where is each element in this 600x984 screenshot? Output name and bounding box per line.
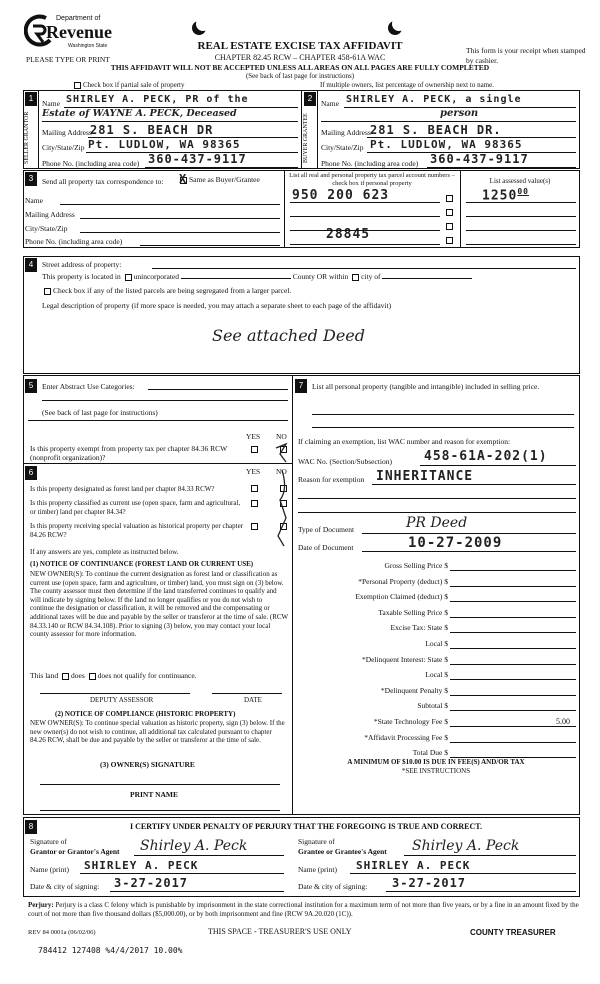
personal-checkbox-3[interactable]	[446, 223, 453, 230]
tax-row-field-line	[450, 664, 576, 665]
tax-row-label: Total Due $	[412, 748, 448, 758]
segregated	[42, 286, 291, 295]
forest-question: Is this property designated as forest land per chapter 84.33 RCW?	[30, 485, 215, 493]
grantee-date[interactable]: 3-27-2017	[392, 876, 467, 890]
send-correspondence-label: Send all property tax correspondence to:	[42, 177, 164, 186]
same-as-buyer-mark: X	[179, 171, 188, 186]
reason-label: Reason for exemption	[298, 475, 365, 484]
grantee-city[interactable]: Pt. LUDLOW, WA 98365	[370, 138, 523, 151]
grantor-mailing-label: Mailing Address	[42, 128, 92, 137]
if-yes-note: If any answers are yes, complete as instructed below.	[30, 548, 179, 556]
wac-label: WAC No. (Section/Subsection)	[298, 457, 392, 466]
form-see-back: (See back of last page for instructions)	[245, 72, 355, 80]
revenue-logo	[24, 14, 114, 50]
city-checkbox[interactable]	[352, 274, 359, 281]
deputy-date-label: DATE	[244, 696, 262, 704]
segregated-checkbox[interactable]	[44, 288, 51, 295]
treasurer-space: THIS SPACE - TREASURER'S USE ONLY	[208, 927, 352, 936]
moon-left-icon	[196, 17, 210, 31]
historic-yes-checkbox[interactable]	[251, 523, 258, 530]
corr-mailing-label: Mailing Address	[25, 210, 75, 219]
grantee-sig-label: Signature of	[298, 837, 335, 846]
qualify-label: qualify for continuance.	[124, 671, 197, 680]
abstract-label: Enter Abstract Use Categories:	[42, 382, 135, 391]
sec6-yes-header: YES	[246, 467, 261, 476]
assessed-header: List assessed value(s)	[489, 177, 551, 185]
section-8-number: 8	[25, 820, 37, 834]
minimum-due: A MINIMUM OF $10.00 IS DUE IN FEE(S) AND/OR TAX	[347, 758, 525, 766]
print-name-label: PRINT NAME	[130, 790, 178, 799]
grantee-date-label: Date & city of signing:	[298, 882, 368, 891]
certify-statement: I CERTIFY UNDER PENALTY OF PERJURY THAT THE FOREGOING IS TRUE AND CORRECT.	[130, 822, 483, 831]
grantor-city-label: City/State/Zip	[42, 143, 85, 152]
grantee-phone[interactable]: 360-437-9117	[430, 152, 529, 166]
same-as-buyer-checkbox[interactable]	[179, 171, 188, 186]
grantee-name-2[interactable]: person	[440, 108, 479, 119]
tax-row-field-line	[450, 601, 576, 602]
tax-row-label: Local $	[425, 670, 448, 680]
tax-row-label: *Affidavit Processing Fee $	[364, 732, 448, 742]
grantor-signature[interactable]: Shirley A. Peck	[140, 838, 248, 854]
tax-row-field-line	[450, 742, 576, 743]
does-label: does	[71, 671, 85, 680]
unincorporated-checkbox[interactable]	[125, 274, 132, 281]
does-not-checkbox[interactable]	[89, 673, 96, 680]
grantee-mailing-label: Mailing Address	[321, 128, 371, 137]
buyer-grantee-label: BUYER GRANTEE	[303, 113, 309, 163]
exempt-yes-header: YES	[246, 432, 261, 441]
tax-row-label: Gross Selling Price $	[384, 561, 448, 570]
grantor-name-1[interactable]: SHIRLEY A. PECK, PR of the	[66, 94, 249, 105]
grantee-sig-label-2: Grantee or Grantee's Agent	[298, 847, 387, 856]
this-land	[30, 671, 197, 680]
section-5-number: 5	[25, 379, 37, 393]
exemption-label: If claiming an exemption, list WAC number and reason for exemption:	[298, 437, 511, 446]
grantor-name-label: Name	[42, 99, 60, 108]
form-warning: THIS AFFIDAVIT WILL NOT BE ACCEPTED UNLESS ALL AREAS ON ALL PAGES ARE FULLY COMPLETED	[110, 63, 490, 72]
section-1-number: 1	[25, 92, 37, 106]
abstract-see-back: (See back of last page for instructions)	[42, 408, 158, 417]
personal-checkbox-1[interactable]	[446, 195, 453, 202]
same-as-buyer	[178, 171, 260, 186]
grantor-sig-label-2: Grantor or Grantor's Agent	[30, 847, 120, 856]
tax-row-field-line	[450, 570, 576, 571]
grantee-print-label: Name (print)	[298, 865, 337, 874]
notice1-title: (1) NOTICE OF CONTINUANCE (FOREST LAND OR CURRENT USE)	[30, 560, 254, 568]
form-chapter: CHAPTER 82.45 RCW – CHAPTER 458-61A WAC	[214, 53, 386, 62]
exempt-yes-checkbox[interactable]	[251, 446, 258, 453]
same-as-buyer-label: Same as Buyer/Grantee	[189, 175, 260, 184]
grantor-print-name[interactable]: SHIRLEY A. PECK	[84, 859, 199, 872]
grantor-date-label: Date & city of signing:	[30, 882, 100, 891]
notice2-body: NEW OWNER(S): To continue special valuation as historic property, sign (3) below. If the new owner(s) do not wish to continue, all additional tax calculated pursuant to chapter 84.26 RCW, shall be due and payable by the seller or transferor at the time of sale.	[30, 719, 285, 745]
tax-row-field-line	[450, 710, 576, 711]
grantee-phone-label: Phone No. (including area code)	[321, 159, 419, 168]
section-4-number: 4	[25, 258, 37, 272]
parcel-header: List all real and personal property tax parcel account numbers – check box if personal property	[289, 172, 455, 187]
forest-yes-checkbox[interactable]	[251, 485, 258, 492]
tax-row-label: Taxable Selling Price $	[378, 607, 448, 617]
tax-row-label: *Delinquent Interest: State $	[361, 654, 448, 664]
tax-row-field-line	[450, 632, 576, 633]
no-answer-scribble	[272, 440, 292, 550]
corr-city-label: City/State/Zip	[25, 224, 68, 233]
type-value[interactable]: PR Deed	[406, 515, 468, 531]
county-label: County OR within	[292, 272, 349, 281]
historic-question: Is this property receiving special valuation as historical property per chapter 84.26 RCW?	[30, 522, 244, 539]
partial-sale-checkbox[interactable]	[74, 82, 81, 89]
tax-row-field-line	[450, 586, 576, 587]
tax-row-label: *State Technology Fee $	[373, 717, 448, 726]
section-2-number: 2	[304, 92, 316, 106]
exempt-question: Is this property exempt from property tax per chapter 84.36 RCW (nonprofit organization)?	[30, 444, 228, 462]
notice2-title: (2) NOTICE OF COMPLIANCE (HISTORIC PROPERTY)	[55, 710, 236, 718]
logo-state: Washington State	[68, 43, 108, 49]
grantor-phone[interactable]: 360-437-9117	[148, 152, 247, 166]
tax-row-field-line	[450, 695, 576, 696]
grantee-mailing[interactable]: 281 S. BEACH DR.	[370, 123, 502, 137]
personal-checkbox-4[interactable]	[446, 237, 453, 244]
tax-row-label: Local $	[425, 639, 448, 648]
tax-row-field-line	[450, 617, 576, 618]
grantee-signature[interactable]: Shirley A. Peck	[412, 838, 520, 854]
does-not-label: does not	[97, 671, 123, 680]
logo-dept: Department of	[56, 15, 101, 22]
grantee-print-name[interactable]: SHIRLEY A. PECK	[356, 859, 471, 872]
tax-row-label: Subtotal $	[417, 701, 448, 711]
owner-signature-label: (3) OWNER(S) SIGNATURE	[100, 760, 195, 769]
tax-row-field-line	[450, 648, 576, 649]
section-6-number: 6	[25, 466, 37, 480]
grantor-name-2[interactable]: Estate of WAYNE A. PECK, Deceased	[42, 108, 237, 119]
logo-revenue: Revenue	[46, 22, 112, 42]
grantor-mailing[interactable]: 281 S. BEACH DR	[90, 123, 214, 137]
perjury-text: Perjury is a class C felony which is punishable by imprisonment in the state correctional institution for a maximum term of not more than five years, or by a fine in an amount fixed by the court of not more than five thousand dollars ($5,000.00), or by both imprisonment and fine (RCW 9A.20.020 (1C)).	[28, 901, 579, 918]
does-checkbox[interactable]	[62, 673, 69, 680]
this-land-label: This land	[30, 671, 59, 680]
assessed-1[interactable]	[482, 187, 529, 203]
tax-row-field-line	[450, 679, 576, 680]
grantor-city[interactable]: Pt. LUDLOW, WA 98365	[88, 138, 241, 151]
grantor-phone-label: Phone No. (including area code)	[42, 159, 140, 168]
grantee-name-label: Name	[321, 99, 339, 108]
partial-sale	[72, 81, 184, 89]
property-location	[42, 272, 472, 281]
corr-phone-label: Phone No. (including area code)	[25, 237, 123, 246]
unincorporated-label: unincorporated	[133, 272, 180, 281]
partial-sale-label: Check box if partial sale of property	[83, 81, 185, 89]
grantor-sig-label: Signature of	[30, 837, 67, 846]
see-instructions: *SEE INSTRUCTIONS	[401, 767, 471, 775]
segregated-label: Check box if any of the listed parcels are being segregated from a larger parcel.	[53, 286, 292, 295]
deputy-assessor-label: DEPUTY ASSESSOR	[90, 696, 154, 704]
perjury-bold: Perjury:	[28, 901, 54, 909]
rev-number: REV 84 0001a (06/02/06)	[28, 929, 96, 936]
grantor-date[interactable]: 3-27-2017	[114, 876, 189, 890]
type-or-print: PLEASE TYPE OR PRINT	[26, 55, 110, 64]
grantor-print-label: Name (print)	[30, 865, 69, 874]
reason-value[interactable]: INHERITANCE	[376, 469, 474, 484]
tax-row-label: *Personal Property (deduct) $	[358, 576, 448, 586]
city-of-label: city of	[361, 272, 381, 281]
personal-checkbox-2[interactable]	[446, 209, 453, 216]
assessed-1-value: 1250	[482, 188, 518, 204]
multiple-owners-note: If multiple owners, list percentage of ownership next to name.	[320, 81, 494, 89]
section-3-number: 3	[25, 172, 37, 186]
current-use-question: Is this property classified as current use (open space, farm and agricultural, or timber) land per chapter 84.34?	[30, 499, 241, 516]
exempt-no-header: NO	[276, 432, 287, 441]
personal-property-label: List all personal property (tangible and intangible) included in selling price.	[312, 382, 540, 391]
tax-row-field-line	[450, 726, 576, 727]
legal-description-label: Legal description of property (if more space is needed, you may attach a separate sheet to each page of the affidavit)	[42, 301, 392, 310]
date-doc-label: Date of Document	[298, 543, 354, 552]
assessed-1-cents: 00	[517, 187, 529, 196]
located-prefix: This property is located in	[42, 272, 121, 281]
corr-name-label: Name	[25, 196, 43, 205]
form-title: REAL ESTATE EXCISE TAX AFFIDAVIT	[197, 40, 403, 52]
grantee-city-label: City/State/Zip	[321, 143, 364, 152]
street-address-label: Street address of property:	[42, 260, 122, 269]
tax-row-label: Excise Tax: State $	[390, 623, 448, 633]
section-7-number: 7	[295, 379, 307, 393]
perjury-note	[28, 901, 580, 919]
tax-row-label: Exemption Claimed (deduct) $	[355, 592, 448, 602]
date-doc-value[interactable]: 10-27-2009	[408, 535, 503, 551]
county-treasurer: COUNTY TREASURER	[470, 928, 556, 937]
receipt-note: This form is your receipt when stamped by cashier.	[466, 46, 586, 65]
tax-row-label: *Delinquent Penalty $	[380, 685, 448, 695]
sec6-no-header: NO	[276, 467, 287, 476]
moon-right-icon	[392, 17, 406, 31]
notice1-body: NEW OWNER(S): To continue the current designation as forest land or classification as current use (open space, farm and agriculture, or timber) land, you must sign on (3) below. The county assessor must then determine if the land transferred continues to qualify and will indicate by signing below. If the land no longer qualifies or you do not wish to continue the designation or classification, it will be removed and the compensating or additional taxes will be due and payable by the seller or transferor at the time of sale. (RCW 84.33.140 or RCW 84.34.108). Prior to signing (3) below, you may contact your local county assessor for more information.	[30, 570, 289, 639]
recording-stamp: 784412 127408 %4/4/2017 10.00%	[38, 946, 183, 955]
wac-value[interactable]: 458-61A-202(1)	[424, 449, 548, 464]
seller-grantor-label: SELLER GRANTOR	[24, 111, 30, 165]
parcel-1[interactable]: 950 200 623	[292, 188, 390, 203]
current-use-yes-checkbox[interactable]	[251, 500, 258, 507]
parcel-2[interactable]: 28845	[326, 227, 371, 242]
type-label: Type of Document	[298, 525, 355, 534]
tax-row-value[interactable]: 5.00	[556, 717, 570, 726]
legal-description-value[interactable]: See attached Deed	[212, 326, 365, 345]
grantee-name-1[interactable]: SHIRLEY A. PECK, a single	[346, 94, 522, 105]
